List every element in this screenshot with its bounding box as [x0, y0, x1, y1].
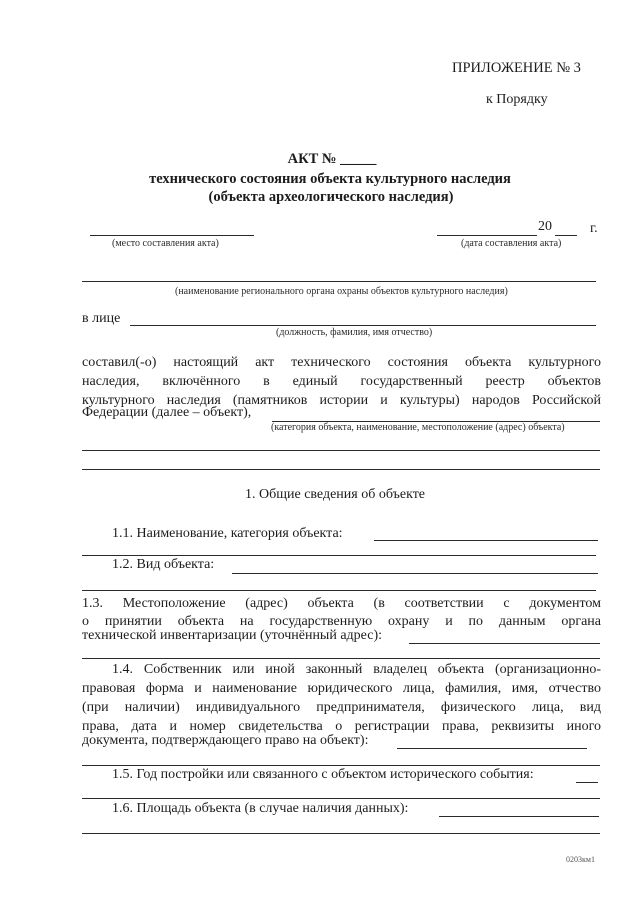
- item-1-3-line: о принятии объекта на государственную охрану и по данным органа: [82, 614, 601, 629]
- year-suffix: г.: [590, 221, 598, 236]
- section-heading: 1. Общие сведения об объекте: [244, 487, 426, 502]
- item-1-4-line: документа, подтверждающего право на объект):: [82, 733, 369, 748]
- item-1-5-field-continued[interactable]: [82, 798, 600, 799]
- act-title: АКТ № _____: [287, 151, 377, 167]
- item-1-6-field-continued[interactable]: [82, 833, 600, 834]
- appendix-label: ПРИЛОЖЕНИЕ № 3: [452, 60, 581, 76]
- paragraph-line: наследия, включённого в единый государственный реестр объектов: [82, 374, 601, 389]
- item-1-1-field-continued[interactable]: [82, 555, 596, 556]
- person-label: в лице: [82, 311, 121, 326]
- order-reference: к Порядку: [486, 92, 548, 107]
- year-field[interactable]: [555, 235, 577, 236]
- year-prefix: 20: [538, 219, 552, 234]
- item-1-5-label: 1.5. Год постройки или связанного с объектом исторического события:: [112, 767, 534, 782]
- paragraph-line: культурного наследия (памятников истории и культуры) народов Российской: [82, 393, 601, 408]
- object-caption: (категория объекта, наименование, местоположение (адрес) объекта): [271, 422, 565, 433]
- date-caption: (дата составления акта): [461, 238, 562, 249]
- place-caption: (место составления акта): [112, 238, 219, 249]
- object-field-continued[interactable]: [82, 450, 600, 451]
- item-1-5-field[interactable]: [576, 782, 598, 783]
- item-1-2-field[interactable]: [232, 573, 598, 574]
- item-1-4-field-continued[interactable]: [82, 765, 600, 766]
- item-1-3-line: технической инвентаризации (уточнённый адрес):: [82, 628, 382, 643]
- item-1-2-field-continued[interactable]: [82, 590, 596, 591]
- item-1-4-line: (при наличии) индивидуального предпринимателя, физического лица, вид: [82, 700, 601, 715]
- item-1-4-line: правовая форма и наименование юридического лица, фамилия, имя, отчество: [82, 681, 601, 696]
- person-caption: (должность, фамилия, имя отчество): [276, 327, 433, 338]
- organ-caption: (наименование регионального органа охраны объектов культурного наследия): [175, 286, 508, 297]
- person-field[interactable]: [130, 325, 596, 326]
- item-1-1-field[interactable]: [374, 540, 598, 541]
- paragraph-line: составил(-о) настоящий акт технического состояния объекта культурного: [82, 355, 601, 370]
- item-1-6-label: 1.6. Площадь объекта (в случае наличия данных):: [112, 801, 409, 816]
- item-1-3-line: 1.3. Местоположение (адрес) объекта (в соответствии с документом: [82, 596, 601, 611]
- act-subtitle-archaeology: (объекта археологического наследия): [208, 189, 454, 205]
- item-1-4-field[interactable]: [397, 748, 587, 749]
- place-field[interactable]: [90, 235, 254, 236]
- item-1-3-field[interactable]: [409, 643, 600, 644]
- date-field[interactable]: [437, 235, 537, 236]
- object-field-continued[interactable]: [82, 469, 600, 470]
- item-1-4-line: 1.4. Собственник или иной законный владелец объекта (организационно-: [112, 662, 601, 677]
- act-subtitle: технического состояния объекта культурного наследия: [149, 171, 511, 187]
- item-1-1-label: 1.1. Наименование, категория объекта:: [112, 526, 343, 541]
- paragraph-line: Федерации (далее – объект),: [82, 405, 252, 420]
- item-1-2-label: 1.2. Вид объекта:: [112, 557, 215, 572]
- item-1-4-line: права, дата и номер свидетельства о регистрации права, реквизиты иного: [82, 719, 601, 734]
- item-1-6-field[interactable]: [439, 816, 599, 817]
- item-1-3-field-continued[interactable]: [82, 658, 600, 659]
- footer-code: 0203км1: [566, 855, 595, 864]
- organ-field[interactable]: [82, 281, 596, 282]
